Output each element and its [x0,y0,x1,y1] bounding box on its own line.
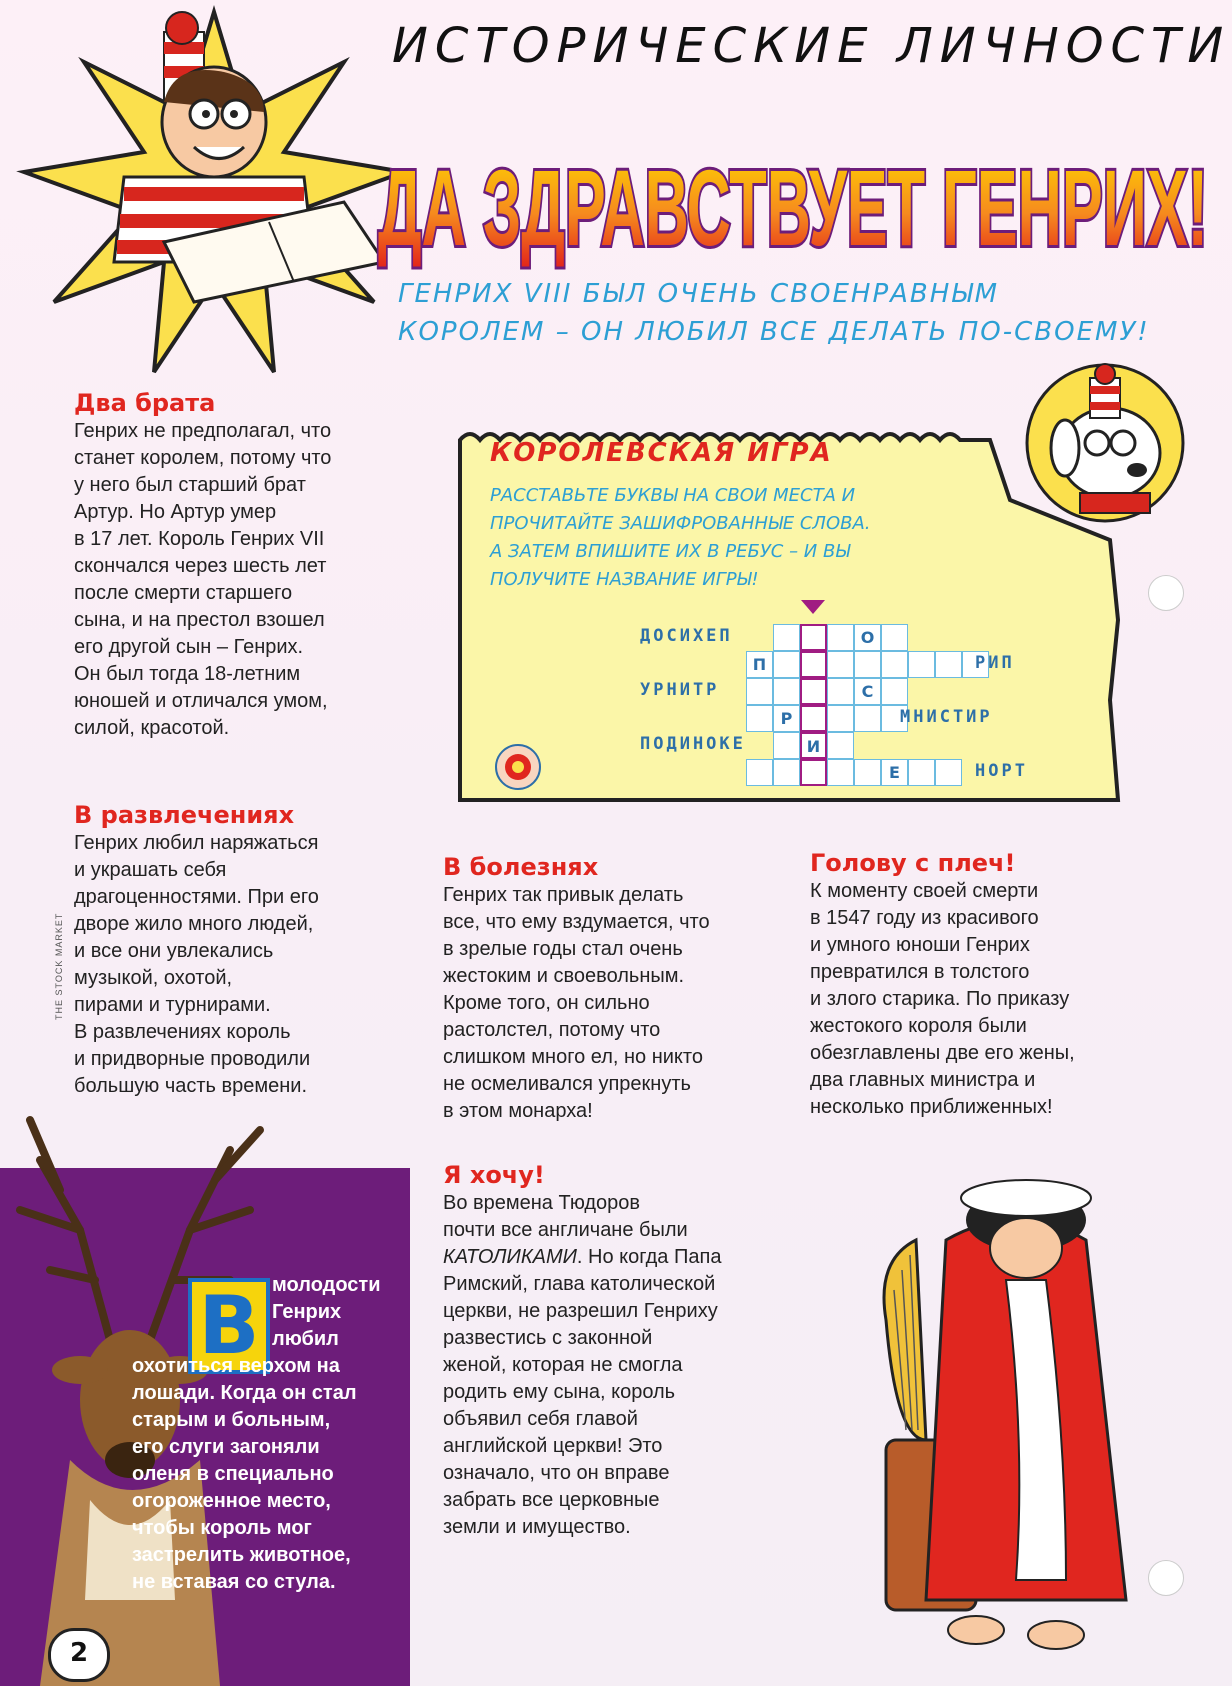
text-line: английской церкви! Это [443,1435,663,1457]
text-line: Генрих любил наряжаться [74,832,319,854]
grid-cell[interactable] [935,759,962,786]
clue-word: ДОСИХЕП [640,626,733,646]
grid-cell[interactable] [854,759,881,786]
grid-cell[interactable] [827,759,854,786]
text-line: дворе жило много людей, [74,913,314,935]
grid-cell[interactable] [854,651,881,678]
tudor-rose-icon [493,742,543,792]
text-line: Во времена Тюдоров [443,1192,641,1214]
grid-cell[interactable] [827,705,854,732]
key-column-marker [801,600,825,616]
text-line: в этом монарха! [443,1100,593,1122]
text-line: чтобы король мог [132,1517,312,1539]
text-line: Генрих [272,1301,342,1323]
text-line: слишком много ел, но никто [443,1046,703,1068]
text-line: в 17 лет. Король Генрих VII [74,528,325,550]
grid-cell[interactable] [746,705,773,732]
grid-cell[interactable] [746,759,773,786]
grid-cell[interactable] [773,678,800,705]
text-line: забрать все церковные [443,1489,660,1511]
grid-cell[interactable] [773,624,800,651]
subtitle-line-1: ГЕНРИХ VIII БЫЛ ОЧЕНЬ СВОЕНРАВНЫМ [398,279,1000,309]
entertainment-body [74,830,404,1100]
text-line: и все они увлекались [74,940,274,962]
grid-cell[interactable] [773,732,800,759]
text-line: все, что ему вздумается, что [443,911,710,933]
grid-cell-given[interactable]: С [854,678,881,705]
text-line: растолстел, потому что [443,1019,661,1041]
text-line: земли и имущество. [443,1516,631,1538]
grid-cell-given[interactable]: Е [881,759,908,786]
text-line: скончался через шесть лет [74,555,327,577]
text-line: у него был старший брат [74,474,306,496]
text-line: Генрих не предполагал, что [74,420,332,442]
two-brothers-heading: Два брата [74,389,216,417]
text-line [443,1244,793,1271]
text-line: огороженное место, [132,1490,331,1512]
text-line: его другой сын – Генрих. [74,636,304,658]
clue-word: РИП [975,653,1015,673]
text-line: жестоким и своевольным. [443,965,685,987]
punch-hole [1148,575,1184,611]
punch-hole [1148,1560,1184,1596]
text-line: сына, и на престол взошел [74,609,325,631]
text-line: его слуги загоняли [132,1436,320,1458]
clue-word: ПОДИНОКЕ [640,734,746,754]
i-want-body [443,1190,793,1541]
text-line: охотиться верхом на [132,1355,340,1377]
text-line: не вставая со стула. [132,1571,336,1593]
grid-cell[interactable] [827,732,854,759]
italic-term: КАТОЛИКАМИ [443,1246,577,1268]
text-line: Артур. Но Артур умер [74,501,277,523]
text-line: и умного юноши Генрих [810,934,1030,956]
grid-cell-key[interactable] [800,705,827,732]
instruction-line: А ЗАТЕМ ВПИШИТЕ ИХ В РЕБУС – И ВЫ [490,541,851,562]
text-line: молодости [272,1274,381,1296]
i-want-heading: Я хочу! [443,1161,545,1189]
grid-cell-given[interactable]: П [746,651,773,678]
clue-word: НОРТ [975,761,1028,781]
grid-cell[interactable] [746,678,773,705]
grid-cell[interactable] [827,624,854,651]
text-line: старым и больным, [132,1409,331,1431]
grid-cell[interactable] [881,678,908,705]
instruction-line: РАССТАВЬТЕ БУКВЫ НА СВОИ МЕСТА И [490,485,856,506]
grid-cell[interactable] [881,651,908,678]
text-line: и украшать себя [74,859,227,881]
grid-cell[interactable] [908,651,935,678]
grid-cell-key[interactable] [800,624,827,651]
subtitle [398,275,1198,351]
instruction-line: ПРОЧИТАЙТЕ ЗАШИФРОВАННЫЕ СЛОВА. [490,513,871,534]
grid-cell[interactable] [827,678,854,705]
deer-text [132,1272,402,1596]
text-line: пирами и турнирами. [74,994,271,1016]
text-fragment: . Но когда Папа [576,1246,722,1268]
grid-cell[interactable] [773,759,800,786]
grid-cell-key[interactable] [800,759,827,786]
text-line: Римский, глава католической [443,1273,716,1295]
text-line: не осмеливался упрекнуть [443,1073,691,1095]
grid-cell-key[interactable] [800,651,827,678]
text-line: после смерти старшего [74,582,293,604]
text-line: застрелить животное, [132,1544,351,1566]
subtitle-line-2: КОРОЛЕМ – ОН ЛЮБИЛ ВСЕ ДЕЛАТЬ ПО-СВОЕМУ! [398,317,1150,347]
page-number: 2 [48,1628,110,1682]
grid-cell[interactable] [773,651,800,678]
text-line: Он был тогда 18-летним [74,663,301,685]
grid-cell[interactable] [827,651,854,678]
text-line: большую часть времени. [74,1075,308,1097]
grid-cell-given[interactable]: О [854,624,881,651]
svg-text:ДА ЗДРАВСТВУЕТ ГЕНРИХ!: ДА ЗДРАВСТВУЕТ ГЕНРИХ! [378,147,1208,268]
clue-word: МНИСТИР [900,707,993,727]
text-line: оленя в специально [132,1463,334,1485]
off-with-head-body [810,878,1170,1121]
text-line: родить ему сына, король [443,1381,676,1403]
text-line: в зрелые годы стал очень [443,938,683,960]
text-line: превратился в толстого [810,961,1030,983]
illness-heading: В болезнях [443,853,599,881]
clue-word: УРНИТР [640,680,720,700]
section-label: ИСТОРИЧЕСКИЕ ЛИЧНОСТИ [392,18,1231,74]
text-line: несколько приближенных! [810,1096,1053,1118]
two-brothers-body [74,418,404,742]
grid-cell-given[interactable]: Р [773,705,800,732]
text-line: Кроме того, он сильно [443,992,650,1014]
game-title: КОРОЛЕВСКАЯ ИГРА [490,438,833,468]
text-line: Генрих так привык делать [443,884,684,906]
text-line: два главных министра и [810,1069,1036,1091]
king-harp-illustration [866,1140,1186,1660]
text-line: и злого старика. По приказу [810,988,1070,1010]
text-line: музыкой, охотой, [74,967,233,989]
grid-cell[interactable] [854,705,881,732]
text-line: К моменту своей смерти [810,880,1039,902]
instruction-line: ПОЛУЧИТЕ НАЗВАНИЕ ИГРЫ! [490,569,759,590]
i-want-section [443,1160,793,1541]
photo-credit: THE STOCK MARKET [54,912,64,1020]
text-line: означало, что он вправе [443,1462,670,1484]
grid-cell[interactable] [935,651,962,678]
text-line: жестокого короля были [810,1015,1027,1037]
text-line: почти все англичане были [443,1219,688,1241]
off-with-head-heading: Голову с плеч! [810,849,1016,877]
deer-first-lines [272,1272,402,1353]
game-instructions [490,482,990,594]
text-line: женой, которая не смогла [443,1354,683,1376]
text-line: лошади. Когда он стал [132,1382,357,1404]
grid-cell[interactable] [881,624,908,651]
text-line: объявил себя главой [443,1408,638,1430]
text-line: драгоценностями. При его [74,886,319,908]
text-line: и придворные проводили [74,1048,311,1070]
off-with-head-section [810,848,1170,1121]
text-line: развестись с законной [443,1327,653,1349]
grid-cell[interactable] [908,759,935,786]
illness-body [443,882,793,1125]
text-line: обезглавлены две его жены, [810,1042,1075,1064]
drop-cap: В [188,1278,270,1374]
text-line: любил [272,1328,339,1350]
entertainment-heading: В развлечениях [74,801,295,829]
two-brothers-section [74,388,404,742]
text-line: силой, красотой. [74,717,230,739]
text-line: церкви, не разрешил Генриху [443,1300,718,1322]
grid-cell-key[interactable]: И [800,732,827,759]
entertainment-section [74,800,404,1100]
text-line: станет королем, потому что [74,447,332,469]
text-line: юношей и отличался умом, [74,690,328,712]
grid-cell-key[interactable] [800,678,827,705]
text-line: в 1547 году из красивого [810,907,1039,929]
text-line: В развлечениях король [74,1021,291,1043]
wally-reading-illustration [14,2,414,382]
illness-section [443,852,793,1125]
